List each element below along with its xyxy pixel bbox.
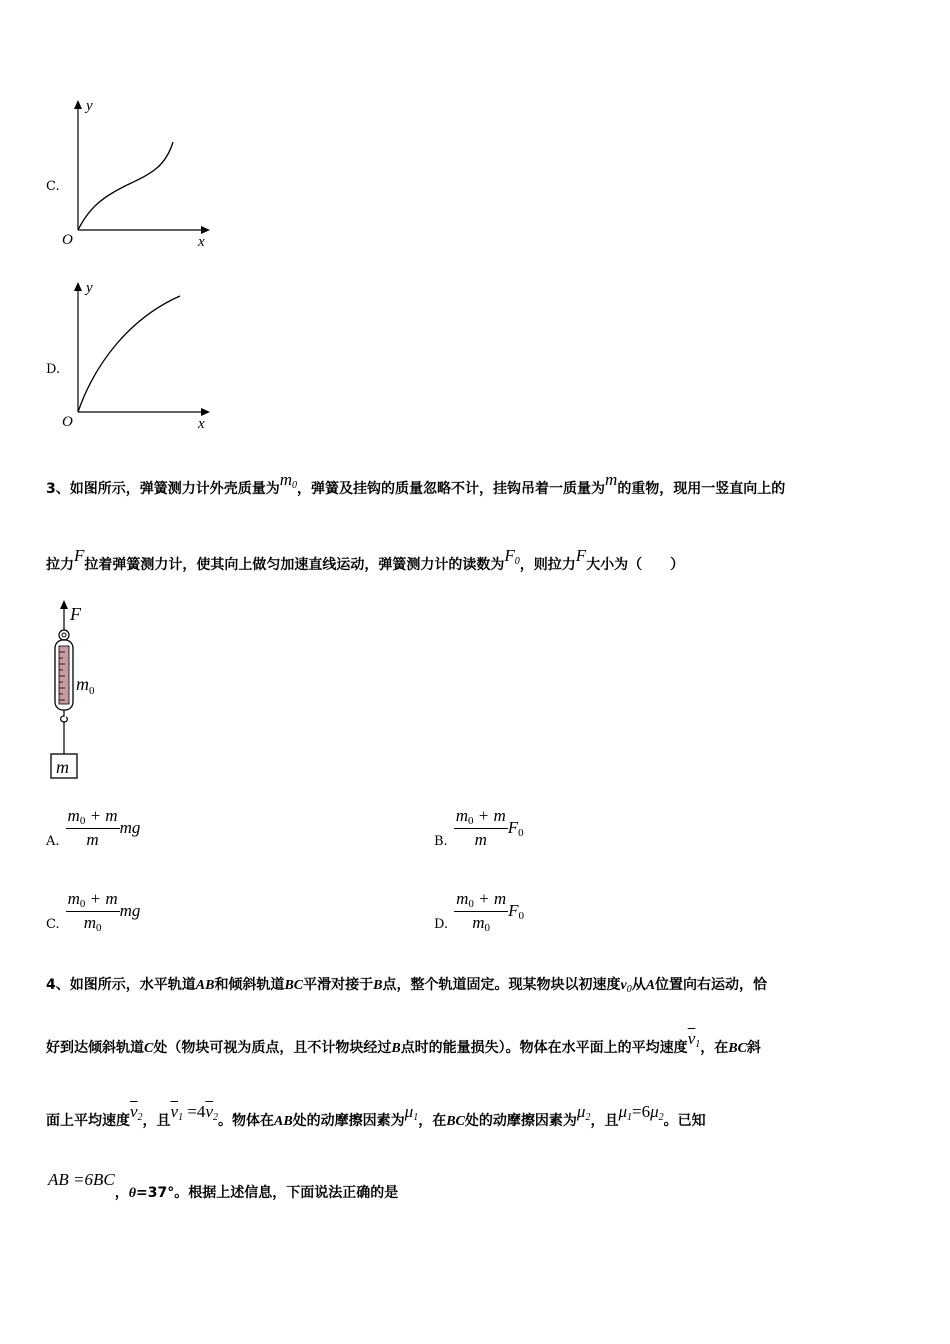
force-arrow-head [60, 600, 68, 609]
q3-option-a[interactable]: A. $\frac{m0 + m}{m}$ mg [46, 806, 141, 849]
q4-line-1: 4、如图所示，水平轨道AB和倾斜轨道BC平滑对接于B点，整个轨道固定。现某物块以初速度$v_0$从A位置向右运动，恰 [46, 977, 768, 995]
force-label: F [70, 604, 81, 624]
option-c-label: C. [46, 179, 60, 194]
y-label: y [86, 98, 93, 114]
q3-option-b[interactable]: B. $\frac{m0 + m}{m}$ F0 [434, 806, 524, 849]
top-ring [59, 630, 69, 640]
origin-label: O [62, 414, 73, 430]
q3-option-c[interactable]: C. $\frac{m0 + m}{m0}$ mg [46, 889, 141, 934]
q3-option-d[interactable]: D. $\frac{m0 + m}{m0}$ F0 [434, 889, 525, 934]
x-label: x [198, 416, 205, 432]
q4-line-3: 面上平均速度$\overline{v}_2$，且$\overline{v}_1 =4\overline{v}_2$。物体在AB处的动摩擦因素为$\mu_1$，在BC处的动摩擦因素为$\mu_2$，且$\mu_1=6\mu_2$。已知 [46, 1102, 706, 1129]
option-d-label: D. [46, 362, 61, 377]
top-ring-inner [62, 633, 66, 637]
q3-line-1: 3、如图所示，弹簧测力计外壳质量为$m_0$，弹簧及挂钩的质量忽略不计，挂钩吊着一质量为m的重物，现用一竖直向上的 [46, 470, 786, 497]
block-label: m [56, 757, 69, 777]
q3-line-2: 拉力F拉着弹簧测力计，使其向上做匀加速直线运动，弹簧测力计的读数为$F_0$，则拉力F大小为（ ） [46, 546, 685, 573]
q4-line-2: 好到达倾斜轨道C处（物块可视为质点，且不计物块经过B点时的能量损失）。物体在水平面上的平均速度$\overline{v}_1$，在BC斜 [46, 1029, 761, 1056]
hook [61, 710, 68, 722]
curve-d [78, 296, 180, 412]
case-mass-label: $m_0$ [76, 674, 95, 697]
y-label: y [86, 280, 93, 296]
graph-c [60, 96, 220, 251]
y-axis-arrow [74, 100, 82, 109]
x-label: x [198, 234, 205, 250]
x-axis-arrow [201, 226, 210, 234]
y-axis-arrow [74, 282, 82, 291]
spring-balance-figure [44, 598, 124, 784]
graph-d [60, 278, 220, 433]
balance-scale [59, 646, 69, 704]
q4-line-4: AB =6BC，θ=37°。根据上述信息，下面说法正确的是 [48, 1170, 399, 1201]
x-axis-arrow [201, 408, 210, 416]
curve-c [78, 142, 173, 230]
origin-label: O [62, 232, 73, 248]
